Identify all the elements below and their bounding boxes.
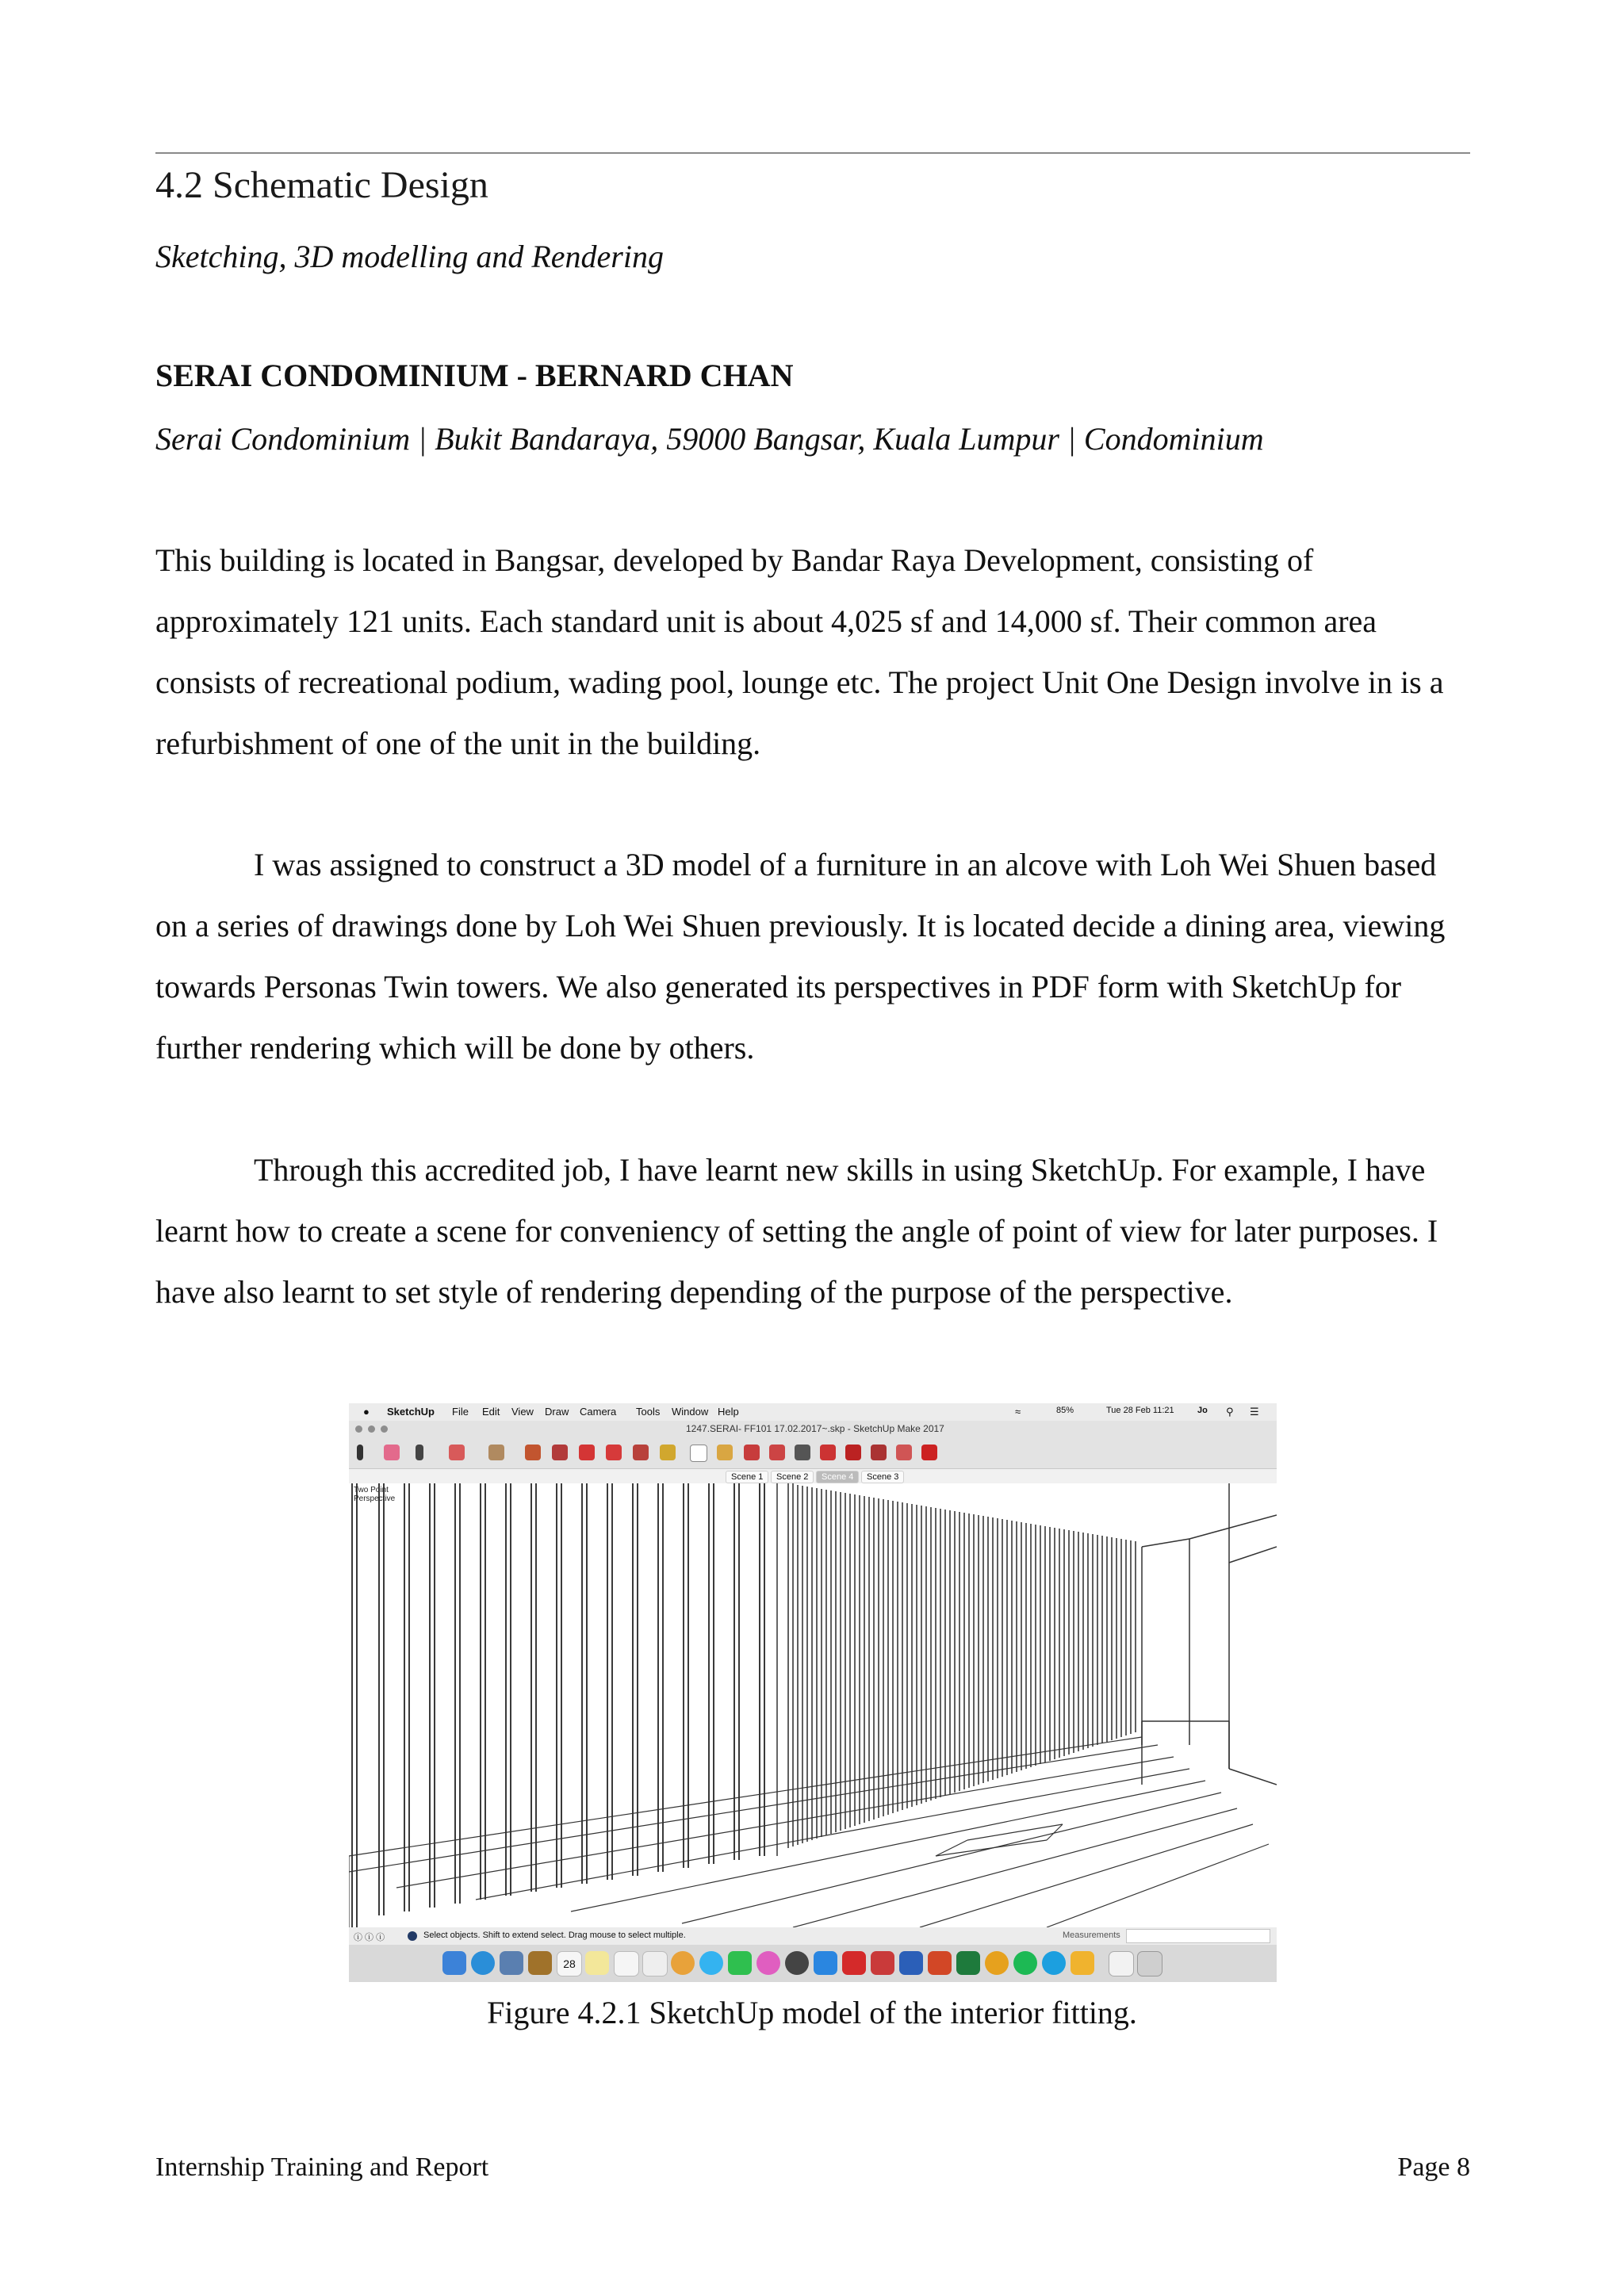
ruby-icon — [921, 1445, 937, 1460]
measurements-input[interactable] — [1126, 1929, 1270, 1943]
model-viewport[interactable] — [349, 1483, 1277, 1927]
arc-tool-icon — [449, 1445, 465, 1460]
figure-caption: Figure 4.2.1 SketchUp model of the interior fitting. — [487, 1995, 1137, 2030]
menubar-clock: Tue 28 Feb 11:21 — [1106, 1406, 1174, 1415]
menu-camera: Camera — [580, 1406, 617, 1418]
menu-help: Help — [718, 1406, 739, 1418]
tab-scene-2[interactable]: Scene 2 — [771, 1471, 814, 1483]
paragraph-3-text: Through this accredited job, I have learnt new skills in using SketchUp. For example, I have learnt how to create a scene for conveniency of setting the angle of point of view for later purposes. I have also learnt to set style of rendering depending of the purpose of the perspective. — [155, 1152, 1438, 1310]
sketch-icon[interactable] — [1071, 1951, 1094, 1975]
skype-icon[interactable] — [1042, 1951, 1066, 1975]
slatted-screen-right — [788, 1483, 1136, 1848]
photos-flower-icon[interactable] — [671, 1951, 695, 1975]
scale-tool-icon — [633, 1445, 649, 1460]
itunes-icon[interactable] — [756, 1951, 780, 1975]
photos-icon[interactable] — [642, 1951, 668, 1976]
menu-app-name: SketchUp — [387, 1406, 435, 1418]
word-icon[interactable] — [899, 1951, 923, 1975]
info-icon: ⓘ ⓘ ⓘ — [354, 1933, 385, 1942]
rotate-tool-icon — [606, 1445, 622, 1460]
sketchup-screenshot — [349, 1403, 1277, 1982]
paint-tool-icon — [717, 1445, 733, 1460]
finder-icon[interactable] — [442, 1951, 466, 1975]
mac-menubar — [349, 1403, 1277, 1421]
zoom-extents-icon — [820, 1445, 836, 1460]
acrobat-icon[interactable] — [842, 1951, 866, 1975]
viewport-label: Two Point Perspective — [354, 1486, 396, 1503]
move-tool-icon — [579, 1445, 595, 1460]
warehouse-icon — [845, 1445, 861, 1460]
status-dot-icon — [408, 1931, 417, 1941]
paragraph-1-text: This building is located in Bangsar, developed by Bandar Raya Development, consisting of approximately 121 units. Each standard unit is about 4,025 sf and 14,000 sf. Their common area consists of recreational podium, wading pool, lounge etc. The project Unit One Design involve in is a refurbishment of one of the unit in the building. — [155, 542, 1444, 761]
wifi-icon: ≈ — [1015, 1406, 1021, 1418]
notification-icon: ☰ — [1250, 1406, 1259, 1418]
status-text: Select objects. Shift to extend select. Drag mouse to select multiple. — [423, 1931, 686, 1940]
sketchup-statusbar — [349, 1927, 1277, 1945]
messages-icon[interactable] — [699, 1951, 723, 1975]
close-dot-icon — [355, 1425, 362, 1433]
menu-edit: Edit — [482, 1406, 500, 1418]
menu-view: View — [511, 1406, 534, 1418]
document-icon[interactable] — [1109, 1951, 1134, 1976]
page-number: Page 8 — [1397, 2152, 1470, 2182]
tab-scene-3[interactable]: Scene 3 — [861, 1471, 904, 1483]
text-tool-icon — [690, 1445, 707, 1462]
paragraph-2-text: I was assigned to construct a 3D model of a furniture in an alcove with Loh Wei Shuen based on a series of drawings done by Loh Wei Shuen previously. It is located decide a dining area, viewing towards Personas Twin towers. We also generated its perspectives in PDF form with SketchUp for further rendering which will be done by others. — [155, 847, 1446, 1066]
powerpoint-icon[interactable] — [928, 1951, 952, 1975]
pan-tool-icon — [769, 1445, 785, 1460]
paragraph-3 — [155, 1139, 1472, 1322]
pencil-tool-icon — [416, 1445, 423, 1460]
battery-status: 85% — [1056, 1406, 1074, 1415]
activity-monitor-icon[interactable] — [785, 1951, 809, 1975]
spotlight-icon: ⚲ — [1226, 1406, 1234, 1418]
tab-scene-4[interactable]: Scene 4 — [816, 1471, 859, 1483]
footer-left: Internship Training and Report — [155, 2152, 489, 2182]
menu-tools: Tools — [636, 1406, 661, 1418]
select-tool-icon — [357, 1445, 363, 1460]
extension-icon — [871, 1445, 887, 1460]
outlook-icon[interactable] — [985, 1951, 1009, 1975]
menubar-user: Jo — [1197, 1406, 1208, 1415]
notes-icon[interactable] — [528, 1951, 552, 1975]
menu-window: Window — [672, 1406, 709, 1418]
stickies-icon[interactable] — [585, 1951, 609, 1975]
excel-icon[interactable] — [956, 1951, 980, 1975]
trash-icon[interactable] — [1137, 1951, 1162, 1976]
layout-icon — [896, 1445, 912, 1460]
window-title: 1247.SERAI- FF101 17.02.2017~.skp - SketchUp Make 2017 — [686, 1423, 944, 1434]
zoom-dot-icon — [381, 1425, 388, 1433]
minimize-dot-icon — [368, 1425, 375, 1433]
alcove-frame — [777, 1483, 1277, 1856]
sketchup-toolbar — [349, 1437, 1277, 1469]
facetime-icon[interactable] — [728, 1951, 752, 1975]
menu-file: File — [452, 1406, 469, 1418]
project-title: SERAI CONDOMINIUM - BERNARD CHAN — [155, 358, 794, 393]
paragraph-2 — [155, 834, 1472, 1078]
section-heading: 4.2 Schematic Design — [155, 164, 488, 206]
measurements-label: Measurements — [1063, 1931, 1120, 1940]
followme-tool-icon — [552, 1445, 568, 1460]
eraser-tool-icon — [384, 1445, 400, 1460]
floor-planks — [349, 1737, 1269, 1927]
reminders-icon[interactable] — [614, 1951, 639, 1976]
section-subheading: Sketching, 3D modelling and Rendering — [155, 239, 664, 274]
spotify-icon[interactable] — [1013, 1951, 1037, 1975]
shape-tool-icon — [488, 1445, 504, 1460]
project-location: Serai Condominium | Bukit Bandaraya, 59000 Bangsar, Kuala Lumpur | Condominium — [155, 421, 1264, 457]
tab-scene-1[interactable]: Scene 1 — [726, 1471, 768, 1483]
preview-icon[interactable] — [500, 1951, 523, 1975]
appstore-icon[interactable] — [814, 1951, 837, 1975]
mac-dock — [349, 1945, 1277, 1982]
pushpull-tool-icon — [525, 1445, 541, 1460]
menu-draw: Draw — [545, 1406, 569, 1418]
window-titlebar — [349, 1421, 1277, 1437]
sketchup-dock-icon[interactable] — [871, 1951, 894, 1975]
tape-tool-icon — [660, 1445, 676, 1460]
paragraph-1 — [155, 530, 1472, 774]
apple-icon: ● — [363, 1406, 370, 1418]
zoom-tool-icon — [795, 1445, 810, 1460]
safari-icon[interactable] — [471, 1951, 495, 1975]
calendar-icon[interactable]: 28 — [557, 1951, 582, 1976]
scene-tabs — [349, 1469, 1277, 1483]
orbit-tool-icon — [744, 1445, 760, 1460]
header-rule — [155, 152, 1470, 154]
